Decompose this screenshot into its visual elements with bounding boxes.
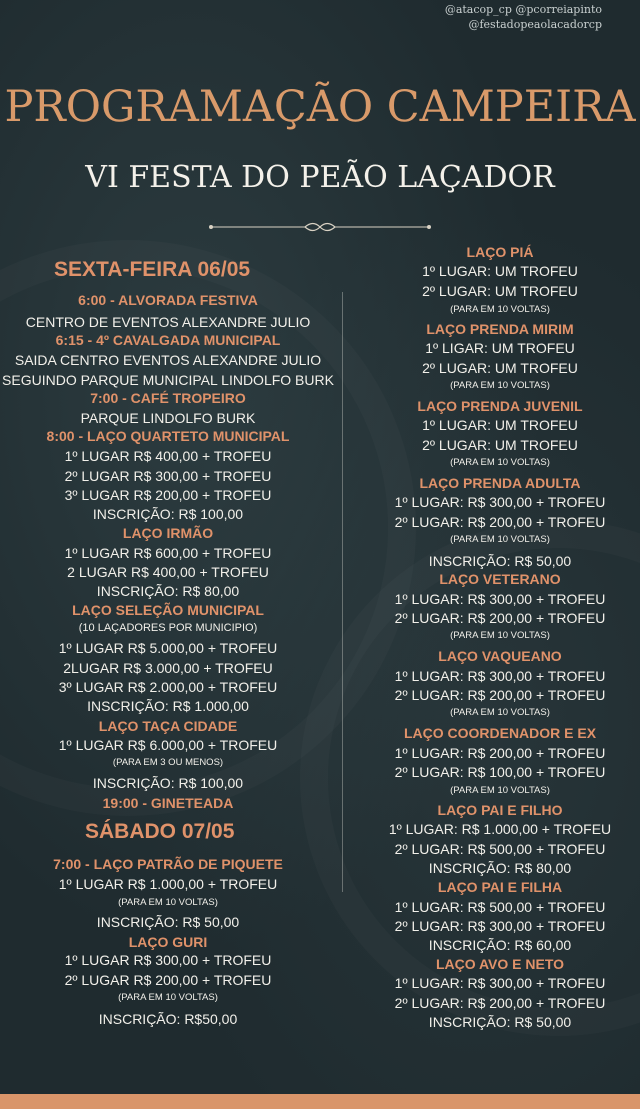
event-note: (PARA EM 10 VOLTAS) [118,897,218,908]
event-detail: 1º LUGAR: R$ 1.000,00 + TROFEU [388,821,612,837]
event-detail: INSCRIÇÃO: R$50,00 [98,1011,238,1027]
event-detail: INSCRIÇÃO: R$ 1.000,00 [87,698,249,714]
event-detail: SAIDA CENTRO EVENTOS ALEXANDRE JULIO [14,352,322,368]
event-heading: LAÇO PAI E FILHA [437,879,563,895]
event-detail: 1º LUGAR: R$ 500,00 + TROFEU [394,899,606,915]
event-detail: 3º LUGAR R$ 2.000,00 + TROFEU [58,679,278,695]
event-detail: 1º LUGAR R$ 300,00 + TROFEU [64,952,272,968]
event-detail: 1º LUGAR: R$ 300,00 + TROFEU [394,975,606,991]
page-title: PROGRAMAÇÃO CAMPEIRA [4,82,636,132]
bottom-accent-bar [0,1094,640,1109]
event-heading: 6:15 - 4º CAVALGADA MUNICIPAL [55,332,281,348]
event-detail: 1º LUGAR: UM TROFEU [422,417,578,433]
event-detail: 2 LUGAR R$ 400,00 + TROFEU [67,564,269,580]
event-note: (PARA EM 3 OU MENOS) [112,757,224,768]
event-subtitle: VI FESTA DO PEÃO LAÇADOR [85,160,555,195]
event-heading: 19:00 - GINETEADA [102,795,234,811]
event-note: (10 LAÇADORES POR MUNICIPIO) [78,622,258,634]
handle-line: @festadopeaolacadorcp [468,18,602,31]
event-detail: PARQUE LINDOLFO BURK [80,410,256,426]
event-heading: LAÇO PRENDA ADULTA [419,475,581,491]
event-heading: LAÇO GURI [128,934,208,950]
event-heading: LAÇO VAQUEANO [438,648,562,664]
event-note: (PARA EM 10 VOLTAS) [450,304,550,315]
event-detail: 1º LIGAR: UM TROFEU [425,340,575,356]
event-detail: SEGUINDO PARQUE MUNICIPAL LINDOLFO BURK [2,372,334,388]
event-detail: 2º LUGAR: R$ 200,00 + TROFEU [394,687,606,703]
event-detail: 2º LUGAR: R$ 200,00 + TROFEU [394,995,606,1011]
event-detail: 2º LUGAR: UM TROFEU [422,437,578,453]
event-heading: LAÇO IRMÃO [122,525,214,541]
social-handles [445,2,602,32]
event-detail: 1º LUGAR R$ 6.000,00 + TROFEU [58,737,278,753]
handle-line: @atacop_cp @pcorreiapinto [444,3,602,16]
event-detail: 2º LUGAR: R$ 100,00 + TROFEU [394,764,606,780]
event-detail: INSCRIÇÃO: R$ 80,00 [96,583,240,599]
event-heading: LAÇO PRENDA MIRIM [426,321,574,337]
event-detail: INSCRIÇÃO: R$ 80,00 [428,860,572,876]
event-detail: 2º LUGAR: UM TROFEU [422,360,578,376]
event-detail: 1º LUGAR: R$ 300,00 + TROFEU [394,591,606,607]
event-detail: INSCRIÇÃO: R$ 50,00 [96,914,240,930]
event-detail: 1º LUGAR: R$ 300,00 + TROFEU [394,668,606,684]
event-detail: INSCRIÇÃO: R$ 100,00 [92,506,244,522]
event-heading: LAÇO PIÁ [466,244,534,260]
event-detail: 3º LUGAR R$ 200,00 + TROFEU [64,487,272,503]
event-note: (PARA EM 10 VOLTAS) [118,992,218,1003]
event-heading: LAÇO SELEÇÃO MUNICIPAL [72,602,264,618]
event-note: (PARA EM 10 VOLTAS) [450,534,550,545]
event-detail: 2º LUGAR: UM TROFEU [422,283,578,299]
event-note: (PARA EM 10 VOLTAS) [450,707,550,718]
event-detail: CENTRO DE EVENTOS ALEXANDRE JULIO [25,314,311,330]
event-detail: 1º LUGAR R$ 600,00 + TROFEU [64,545,272,561]
event-detail: 1º LUGAR R$ 1.000,00 + TROFEU [58,876,278,892]
event-detail: 2º LUGAR: R$ 500,00 + TROFEU [394,841,606,857]
event-note: (PARA EM 10 VOLTAS) [450,380,550,391]
event-detail: 2LUGAR R$ 3.000,00 + TROFEU [63,660,273,676]
event-heading: LAÇO PRENDA JUVENIL [417,398,583,414]
event-heading: LAÇO PAI E FILHO [437,802,563,818]
event-detail: INSCRIÇÃO: R$ 60,00 [428,937,572,953]
event-detail: 2º LUGAR R$ 300,00 + TROFEU [64,468,272,484]
event-heading: LAÇO AVO E NETO [435,956,565,972]
event-heading: LAÇO TAÇA CIDADE [98,718,238,734]
event-detail: INSCRIÇÃO: R$ 100,00 [92,775,244,791]
event-heading: LAÇO VETERANO [439,571,561,587]
event-heading: 7:00 - LAÇO PATRÃO DE PIQUETE [53,856,283,872]
event-note: (PARA EM 10 VOLTAS) [450,785,550,796]
day-heading-friday: SEXTA-FEIRA 06/05 [54,258,251,281]
event-detail: 1º LUGAR: R$ 200,00 + TROFEU [394,745,606,761]
column-divider [342,292,343,892]
day-heading-saturday: SÁBADO 07/05 [85,820,235,843]
event-detail: INSCRIÇÃO: R$ 50,00 [428,553,572,569]
event-detail: 2º LUGAR R$ 200,00 + TROFEU [64,972,272,988]
event-detail: 1º LUGAR R$ 400,00 + TROFEU [64,448,272,464]
event-heading: 8:00 - LAÇO QUARTETO MUNICIPAL [46,428,290,444]
event-detail: 1º LUGAR: UM TROFEU [422,263,578,279]
event-detail: 1º LUGAR: R$ 300,00 + TROFEU [394,494,606,510]
event-heading: 6:00 - ALVORADA FESTIVA [78,292,258,308]
event-detail: 2º LUGAR: R$ 300,00 + TROFEU [394,918,606,934]
event-heading: LAÇO COORDENADOR E EX [403,725,597,741]
event-heading: 7:00 - CAFÉ TROPEIRO [90,390,246,406]
event-note: (PARA EM 10 VOLTAS) [450,457,550,468]
event-detail: 2º LUGAR: R$ 200,00 + TROFEU [394,514,606,530]
event-note: (PARA EM 10 VOLTAS) [450,630,550,641]
event-detail: 1º LUGAR R$ 5.000,00 + TROFEU [58,640,278,656]
ornament-divider [205,220,435,234]
event-detail: 2º LUGAR: R$ 200,00 + TROFEU [394,610,606,626]
event-detail: INSCRIÇÃO: R$ 50,00 [428,1014,572,1030]
